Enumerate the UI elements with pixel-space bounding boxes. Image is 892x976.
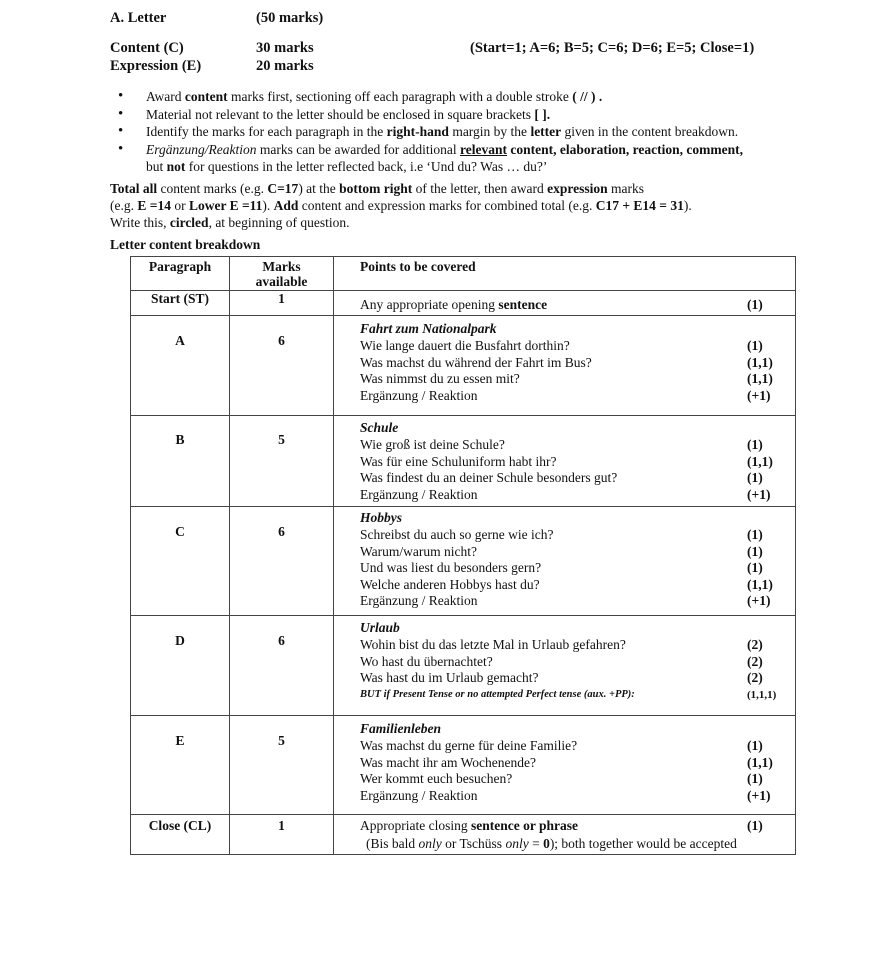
table-header-row [131,257,796,291]
expression-label: Expression (E) [110,58,202,74]
table-row: D 6 Urlaub Wohin bist du das letzte Mal in Urlaub gefahren? (2) Wo hast du übernachtet? (2) Was hast du im Urlaub gemacht? (2) BUT if Present Tense or no attempted Perfect tense (aux. +PP): (1,1,1) [131,616,796,716]
content-breakdown-table [130,256,796,855]
section-title: A. Letter [110,10,167,26]
col-header-marks: Marks available [230,257,334,291]
col-header-points: Points to be covered [334,257,796,291]
rule-item: • Ergänzung/Reaktion marks can be awarded for additional relevant content, elaboration, reaction, comment, but not for questions in the letter reflected back, i.e ‘Und du? Was … du?’ [118,141,798,176]
rule-item: • Material not relevant to the letter should be enclosed in square brackets [ ]. [118,106,798,124]
table-row: Start (ST) 1 Any appropriate opening sentence (1) [131,291,796,316]
rule-item: • Identify the marks for each paragraph in the right-hand margin by the letter given in the content breakdown. [118,123,798,141]
col-header-paragraph: Paragraph [131,257,230,291]
content-label: Content (C) [110,40,184,56]
table-row: E 5 Familienleben Was machst du gerne für deine Familie? (1) Was macht ihr am Wochenende? (1,1) Wer kommt euch besuchen? (1) Ergänzung / Reaktion (+1) [131,716,796,815]
table-row: A 6 Fahrt zum Nationalpark Wie lange dauert die Busfahrt dorthin? (1) Was machst du während der Fahrt im Bus? (1,1) Was nimmst du zu essen mit? (1,1) Ergänzung / Reaktion (+1) [131,316,796,416]
rule-item: • Award content marks first, sectioning off each paragraph with a double stroke ( // ) . [118,88,798,106]
totals-instructions: Total all content marks (e.g. C=17) at the bottom right of the letter, then award expression marks (e.g. E =14 or Lower E =11). Add content and expression marks for combined total (e.g. C17 + E14 = 31). Write this, circled, at beginning of question. [110,181,692,230]
breakdown-title: Letter content breakdown [110,237,261,252]
table-row: Close (CL) 1 Appropriate closing sentence or phrase (1) (Bis bald only or Tschüss only = 0); both together would be accepted [131,815,796,855]
close-note: (Bis bald only or Tschüss only = 0); both together would be accepted [366,835,737,851]
section-total: (50 marks) [256,10,324,26]
content-marks: 30 marks [256,40,314,56]
table-row: B 5 Schule Wie groß ist deine Schule? (1) Was für eine Schuluniform habt ihr? (1,1) Was findest du an deiner Schule besonders gut? (1) Ergänzung / Reaktion (+1) [131,416,796,507]
marking-rules-list [118,88,798,176]
mark-distribution: (Start=1; A=6; B=5; C=6; D=6; E=5; Close=1) [470,40,755,56]
table-row: C 6 Hobbys Schreibst du auch so gerne wie ich? (1) Warum/warum nicht? (1) Und was liest du besonders gern? (1) Welche anderen Hobbys hast du? (1,1) Ergänzung / Reaktion (+1) [131,507,796,616]
expression-marks: 20 marks [256,58,314,74]
